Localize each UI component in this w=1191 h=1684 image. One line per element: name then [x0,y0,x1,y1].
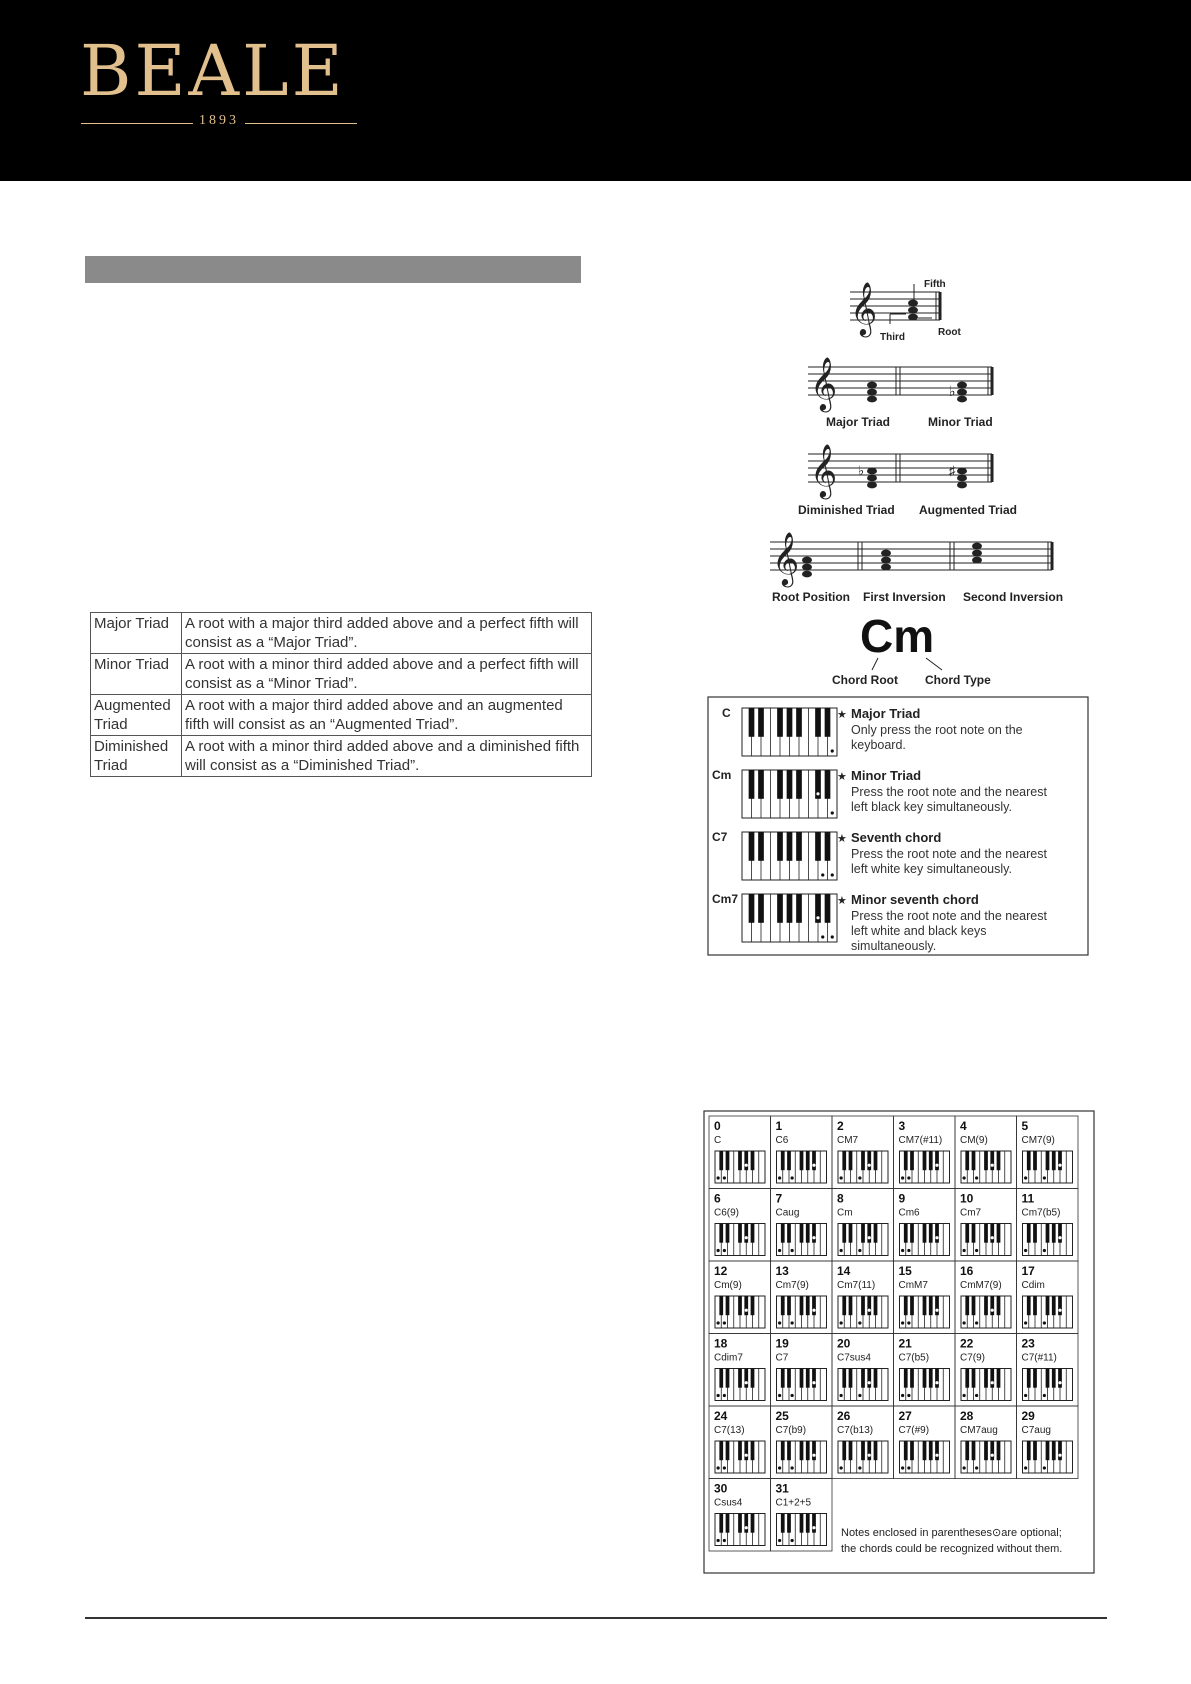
triad-name: Augmented Triad [91,695,182,736]
chord-number: 18 [714,1336,728,1351]
chord-number: 27 [898,1409,912,1423]
mini-keyboard-diagram [715,1224,765,1256]
chord-name: C7(9) [960,1352,986,1364]
table-row [91,613,592,654]
fingering-description: Press the root note and the nearest [851,847,1047,861]
star-icon: ★ [837,771,847,783]
mini-keyboard-diagram [838,1441,888,1473]
chord-label: Cm [712,768,732,782]
chord-number: 4 [960,1119,967,1133]
mini-keyboard-diagram [838,1369,888,1401]
chord-name: C7sus4 [837,1352,871,1364]
flat-icon: ♭ [949,383,956,399]
chord-number: 13 [775,1264,789,1278]
minor-triad-label: Minor Triad [928,415,993,429]
chord-symbol-cm: Cm [860,610,935,662]
flat-icon: ♭ [858,463,865,478]
brand-logo: BEALE [80,30,346,112]
chord-label: Cm7 [712,892,739,906]
chord-cell [1017,1116,1079,1189]
chord-name: Cm7(9) [775,1280,809,1291]
chord-name: CM(9) [960,1135,988,1146]
chord-cell [894,1261,956,1334]
triad-name: Minor Triad [91,654,182,695]
fingering-rows [712,706,1047,953]
chord-chart-grid [703,1110,1095,1575]
triad-description: A root with a minor third added above and a perfect fifth will consist as a “Minor Triad”. [182,654,592,695]
chord-cell [832,1116,894,1189]
diminished-triad-label: Diminished Triad [798,503,895,517]
chord-notation-figure [700,256,1105,956]
fingering-title: Minor Triad [851,768,922,783]
table-row [91,695,592,736]
triad-description: A root with a major third added above and a perfect fifth will consist as a “Major Triad”. [182,613,592,654]
star-icon: ★ [837,709,847,721]
chord-name: C7(b13) [837,1425,874,1436]
chord-name: Cm7(11) [837,1280,876,1291]
chord-name: Cm7(b5) [1021,1207,1061,1219]
chord-number: 15 [898,1264,912,1278]
chord-name: Csus4 [714,1497,743,1509]
chord-cell [894,1189,956,1262]
mini-keyboard-diagram [838,1224,888,1256]
triad-description: A root with a major third added above and an augmented fifth will consist as an “Augmented Triad”. [182,695,592,736]
fingering-description: Press the root note and the nearest [851,909,1047,923]
chord-cell [709,1334,771,1407]
mini-keyboard-diagram [1023,1369,1073,1401]
treble-clef-icon: 𝄞 [810,443,838,497]
triad-name: Major Triad [91,613,182,654]
diminished-augmented-staff [798,443,1017,517]
chord-cell [894,1406,956,1479]
sharp-icon: ♯ [949,463,956,478]
chord-number: 3 [898,1119,906,1133]
chord-label: C [722,706,731,720]
chord-number: 21 [898,1336,912,1351]
chord-cell [955,1261,1017,1334]
optional-notes-note: Notes enclosed in parentheses⊙are optional; [841,1527,1062,1539]
mini-keyboard-diagram [1023,1151,1073,1183]
fingering-row [712,830,1047,880]
chord-number: 20 [837,1336,851,1351]
chord-cell [832,1261,894,1334]
mini-keyboard-diagram [961,1369,1011,1401]
chord-cell [709,1116,771,1189]
mini-keyboard-diagram [1023,1224,1073,1256]
inversions-staff [770,531,1063,604]
chord-cell [709,1189,771,1262]
triad-structure-staff [850,279,961,343]
chord-number: 26 [837,1409,851,1423]
chord-cell [832,1189,894,1262]
chord-number: 9 [898,1191,906,1206]
mini-keyboard-diagram [900,1224,950,1256]
chord-name: CM7(9) [1021,1135,1055,1146]
chord-cell [771,1116,833,1189]
chord-name: C6 [775,1135,789,1146]
chord-name: C7(#11) [1021,1352,1057,1364]
mini-keyboard-diagram [961,1296,1011,1328]
fingering-row [712,768,1047,818]
mini-keyboard-diagram [777,1514,827,1546]
chord-name-diagram [832,610,991,687]
major-minor-staff [808,356,993,429]
chord-cell [709,1479,771,1552]
chord-name: C7(b9) [775,1425,807,1436]
chord-number: 24 [714,1409,728,1423]
chord-name: Cm7 [960,1207,982,1219]
mini-keyboard-diagram [961,1151,1011,1183]
chord-cell [771,1406,833,1479]
chord-cell [955,1116,1017,1189]
fingering-description: Press the root note and the nearest [851,785,1047,799]
chord-name: C7 [775,1352,789,1364]
fingering-description: left black key simultaneously. [851,800,1012,814]
chord-number: 25 [775,1409,789,1423]
chord-name: CmM7(9) [960,1280,1002,1291]
chord-number: 7 [775,1191,783,1206]
root-position-label: Root Position [772,590,850,604]
mini-keyboard-diagram [900,1369,950,1401]
fingering-description: left white and black keys [851,924,987,938]
keyboard-diagram [742,708,837,756]
fingering-description: simultaneously. [851,939,937,953]
fingering-title: Minor seventh chord [851,892,979,907]
chord-name: Cm [837,1207,853,1219]
augmented-triad-label: Augmented Triad [919,503,1018,517]
treble-clef-icon: 𝄞 [810,356,838,410]
optional-notes-note: the chords could be recognized without them. [841,1543,1063,1555]
chord-name: CM7(#11) [898,1135,943,1146]
chord-name: CM7aug [960,1425,998,1436]
triad-description: A root with a minor third added above and a diminished fifth will consist as a “Diminished Triad”. [182,736,592,777]
chord-cell [1017,1334,1079,1407]
mini-keyboard-diagram [900,1441,950,1473]
mini-keyboard-diagram [777,1441,827,1473]
chord-number: 5 [1021,1119,1029,1133]
chord-number: 16 [960,1264,974,1278]
treble-clef-icon: 𝄞 [772,531,800,585]
chord-cell [771,1334,833,1407]
mini-keyboard-diagram [715,1296,765,1328]
keyboard-diagram [742,894,837,942]
chord-name: C6(9) [714,1207,740,1219]
chord-cell [771,1479,833,1552]
chord-number: 0 [714,1119,721,1133]
chord-number: 31 [775,1481,789,1496]
chord-name: CM7 [837,1135,859,1146]
mini-keyboard-diagram [777,1224,827,1256]
keyboard-diagram [742,832,837,880]
grid-cells [709,1116,1078,1551]
first-inversion-label: First Inversion [863,590,946,604]
chord-number: 11 [1021,1191,1035,1206]
chord-type-label: Chord Type [925,673,991,687]
fingering-title: Seventh chord [851,830,942,845]
mini-keyboard-diagram [900,1296,950,1328]
chord-name: Caug [775,1207,800,1219]
mini-keyboard-diagram [900,1151,950,1183]
chord-number: 12 [714,1264,728,1278]
mini-keyboard-diagram [715,1441,765,1473]
chord-number: 23 [1021,1336,1035,1351]
mini-keyboard-diagram [961,1224,1011,1256]
chord-cell [709,1261,771,1334]
third-label: Third [880,332,905,343]
chord-cell [1017,1406,1079,1479]
chord-name: CmM7 [898,1280,928,1291]
chord-number: 6 [714,1191,721,1206]
chord-cell [894,1334,956,1407]
mini-keyboard-diagram [777,1369,827,1401]
chord-cell [1017,1189,1079,1262]
chord-name: Cdim [1021,1280,1045,1291]
chord-number: 14 [837,1264,851,1278]
star-icon: ★ [837,895,847,907]
chord-name: Cm(9) [714,1280,742,1291]
mini-keyboard-diagram [777,1151,827,1183]
root-label: Root [938,327,961,338]
table-row [91,736,592,777]
chord-number: 10 [960,1191,974,1206]
fifth-label: Fifth [924,279,946,290]
mini-keyboard-diagram [715,1369,765,1401]
section-heading-bar [85,256,581,283]
chord-cell [955,1406,1017,1479]
chord-cell [955,1334,1017,1407]
chord-number: 29 [1021,1409,1035,1423]
chord-name: C1+2+5 [775,1497,812,1509]
fingering-title: Major Triad [851,706,921,721]
keyboard-diagram [742,770,837,818]
chord-number: 30 [714,1481,728,1496]
treble-clef-icon: 𝄞 [850,281,878,335]
mini-keyboard-diagram [838,1296,888,1328]
footer-rule [85,1617,1107,1619]
page-header [0,0,1191,181]
chord-cell [832,1334,894,1407]
chord-name: C7aug [1021,1425,1051,1436]
chord-name: Cdim7 [714,1352,743,1364]
mini-keyboard-diagram [715,1514,765,1546]
chord-number: 19 [775,1336,789,1351]
chord-number: 17 [1021,1264,1035,1278]
chord-cell [771,1261,833,1334]
chord-name: C7(13) [714,1425,745,1436]
chord-cell [771,1189,833,1262]
mini-keyboard-diagram [777,1296,827,1328]
major-triad-label: Major Triad [826,415,891,429]
fingering-description: left white key simultaneously. [851,862,1012,876]
chord-name: Cm6 [898,1207,920,1219]
fingering-description: Only press the root note on the [851,723,1023,737]
star-icon: ★ [837,833,847,845]
chord-number: 1 [775,1119,783,1133]
chord-cell [1017,1261,1079,1334]
chord-name: C7(b5) [898,1352,930,1364]
chord-name: C [714,1135,722,1146]
chord-number: 22 [960,1336,974,1351]
chord-cell [894,1116,956,1189]
fingering-row [722,706,1023,756]
triad-definitions-table [90,612,592,777]
chord-cell [832,1406,894,1479]
fingering-description: keyboard. [851,738,906,752]
chord-cell [709,1406,771,1479]
table-row [91,654,592,695]
mini-keyboard-diagram [1023,1441,1073,1473]
chord-cell [955,1189,1017,1262]
second-inversion-label: Second Inversion [963,590,1064,604]
triad-name: Diminished Triad [91,736,182,777]
chord-number: 28 [960,1409,974,1423]
brand-year: 1893 [199,113,239,128]
mini-keyboard-diagram [715,1151,765,1183]
fingering-row [712,892,1047,953]
mini-keyboard-diagram [1023,1296,1073,1328]
mini-keyboard-diagram [961,1441,1011,1473]
chord-number: 2 [837,1119,844,1133]
chord-label: C7 [712,830,728,844]
chord-number: 8 [837,1191,844,1206]
mini-keyboard-diagram [838,1151,888,1183]
chord-name: C7(#9) [898,1425,930,1436]
chord-root-label: Chord Root [832,673,898,687]
